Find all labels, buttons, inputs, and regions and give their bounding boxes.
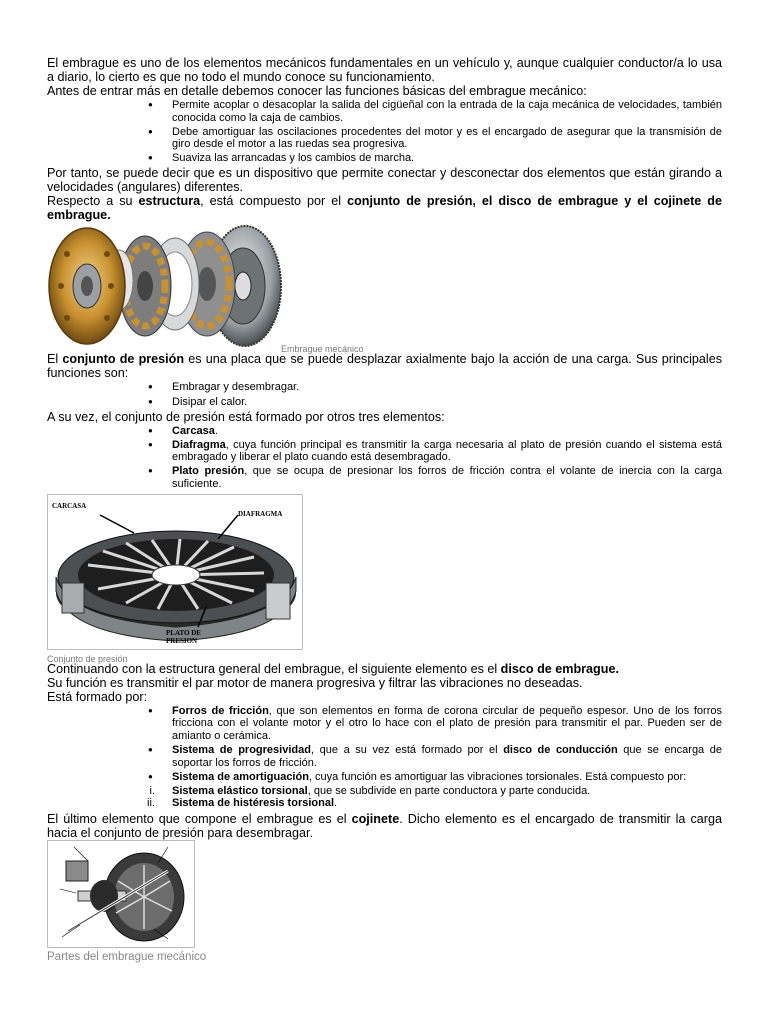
figure-caption: Conjunto de presión — [47, 653, 128, 664]
clutch-exploded-image — [47, 224, 283, 350]
list-item: ● Sistema de progresividad, que a su vez está formado por el disco de conducción que se encarga de soportar los forros de fricción. — [172, 744, 722, 769]
intro-paragraph: El embrague es uno de los elementos mecánicos fundamentales en un vehículo y, aunque cualquier conductor/a lo usa a diario, lo cierto es que no todo el mundo conoce su funcionamiento. — [47, 56, 722, 84]
list-item: ● Sistema de amortiguación, cuya función es amortiguar las vibraciones torsionales. Está compuesto por: — [172, 771, 722, 784]
list-item: ● Carcasa. — [172, 425, 722, 438]
bearing-paragraph: El último elemento que compone el embrague es el cojinete. Dicho elemento es el encargado de transmitir la carga hacia el conjunto de presión para desembragar. — [47, 811, 722, 840]
list-item: ● Suaviza las arrancadas y los cambios de marcha. — [172, 152, 722, 165]
clutch-parts-image — [47, 840, 195, 948]
document-body — [47, 56, 722, 964]
figure-clutch-parts — [47, 840, 722, 964]
list-item: ● Embragar y desembragar. — [172, 381, 722, 394]
disc-composition-lead: Está formado por: — [47, 689, 148, 704]
structure-paragraph: Respecto a su estructura, está compuesto por el conjunto de presión, el disco de embrague y el cojinete de embrague. — [47, 194, 723, 223]
intro-functions-lead: Antes de entrar más en detalle debemos conocer las funciones básicas del embrague mecánico: — [47, 84, 587, 98]
pressure-elements-list — [47, 425, 722, 491]
label-plato-presion: PLATO DE PRESION — [166, 628, 201, 645]
figure-caption: Embrague mecánico — [281, 344, 364, 355]
label-carcasa: CARCASA — [52, 501, 87, 510]
figure-clutch-exploded — [47, 224, 722, 355]
pressure-elements-lead: A su vez, el conjunto de presión está formado por otros tres elementos: — [47, 409, 445, 424]
figure-pressure-plate — [47, 494, 722, 662]
list-item: ● Disipar el calor. — [172, 396, 722, 409]
list-item: ● Plato presión, que se ocupa de presionar los forros de fricción contra el volante de inercia con la carga suficiente. — [172, 465, 722, 490]
list-item: ● Debe amortiguar las oscilaciones procedentes del motor y es el encargado de asegurar que la transmisión de giro desde el motor a las ruedas sea progresiva. — [172, 126, 722, 151]
functions-list — [47, 99, 722, 165]
definition-paragraph: Por tanto, se puede decir que es un dispositivo que permite conectar y desconectar dos elementos que están girando a velocidades (angulares) diferentes. — [47, 166, 722, 195]
disc-function-paragraph: Su función es transmitir el par motor de manera progresiva y filtrar las vibraciones no deseadas. — [47, 675, 583, 690]
disc-components-list — [47, 705, 722, 784]
disc-paragraph: Continuando con la estructura general del embrague, el siguiente elemento es el disco de embrague. — [47, 661, 619, 676]
list-item: ● Permite acoplar o desacoplar la salida del cigüeñal con la entrada de la caja mecánica de velocidades, también conocida como la caja de cambios. — [172, 99, 722, 124]
list-item: ii. Sistema de histéresis torsional. — [147, 797, 338, 810]
label-diafragma: DIAFRAGMA — [238, 509, 283, 518]
pressure-plate-image — [47, 494, 303, 650]
pressure-functions-list — [47, 381, 722, 408]
figure-caption: Partes del embrague mecánico — [47, 950, 207, 963]
pressure-paragraph: El conjunto de presión es una placa que se puede desplazar axialmente bajo la acción de una carga. Sus principales funciones son: — [47, 352, 722, 381]
list-item: ● Forros de fricción, que son elementos en forma de corona circular de pequeño espesor. Uno de los forros fricciona con el volante motor y el otro lo hace con el plato de presión para transmitir el par. Pueden ser de amianto o cerámica. — [172, 705, 722, 743]
list-item: ● Diafragma, cuya función principal es transmitir la carga necesaria al plato de presión cuando el sistema está embragado y liberar el plato cuando está desembragado. — [172, 439, 722, 464]
list-item: i. Sistema elástico torsional, que se subdivide en parte conductora y parte conducida. — [149, 784, 591, 797]
damping-sublist — [47, 785, 722, 810]
